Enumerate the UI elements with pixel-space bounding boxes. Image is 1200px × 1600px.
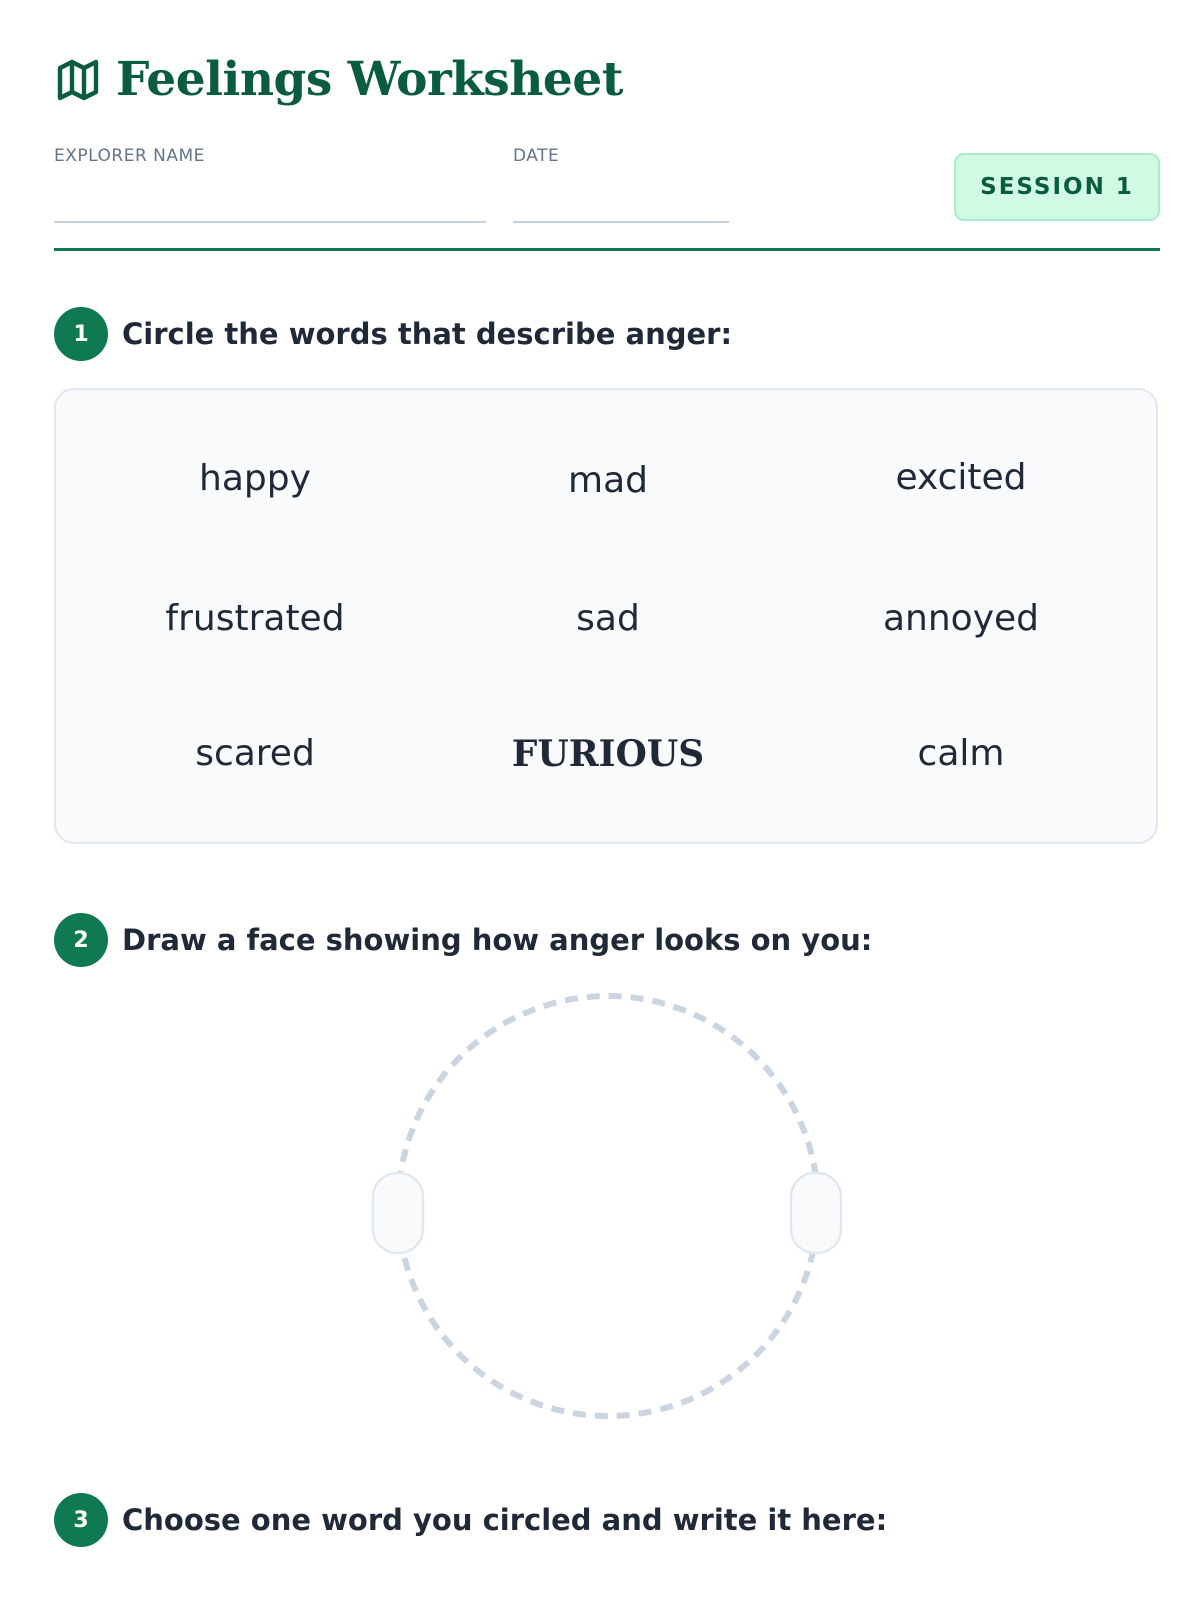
word-mad[interactable]: mad (568, 460, 648, 501)
page-title: Feelings Worksheet (116, 52, 623, 107)
question-number-badge: 2 (54, 913, 108, 967)
question-2 (54, 913, 872, 967)
explorer-name-field[interactable] (54, 221, 486, 223)
right-ear (791, 1173, 841, 1253)
question-text: Draw a face showing how anger looks on you: (122, 923, 873, 957)
word-excited[interactable]: excited (895, 457, 1027, 498)
question-number-badge: 3 (54, 1493, 108, 1547)
face-drawing-area[interactable] (354, 985, 854, 1435)
date-label: DATE (513, 146, 560, 166)
word-frustrated[interactable]: frustrated (165, 598, 345, 639)
face-outline-dashed (398, 996, 818, 1416)
word-sad[interactable]: sad (576, 598, 640, 639)
question-1 (54, 307, 732, 361)
explorer-name-label: EXPLORER NAME (54, 146, 205, 166)
question-3 (54, 1493, 887, 1547)
question-number-badge: 1 (54, 307, 108, 361)
worksheet-page (54, 0, 1160, 1600)
left-ear (373, 1173, 423, 1253)
date-field[interactable] (513, 221, 729, 223)
word-calm[interactable]: calm (917, 733, 1005, 774)
word-choice-box (54, 388, 1158, 844)
word-scared[interactable]: scared (195, 733, 315, 774)
map-icon (54, 56, 102, 104)
session-badge: SESSION 1 (954, 153, 1160, 221)
word-furious[interactable]: FURIOUS (511, 733, 705, 775)
question-text: Choose one word you circled and write it here: (122, 1503, 888, 1537)
question-text: Circle the words that describe anger: (122, 317, 733, 351)
header-divider (54, 248, 1160, 251)
title-row (54, 52, 623, 107)
word-happy[interactable]: happy (199, 458, 311, 499)
word-annoyed[interactable]: annoyed (882, 598, 1040, 639)
